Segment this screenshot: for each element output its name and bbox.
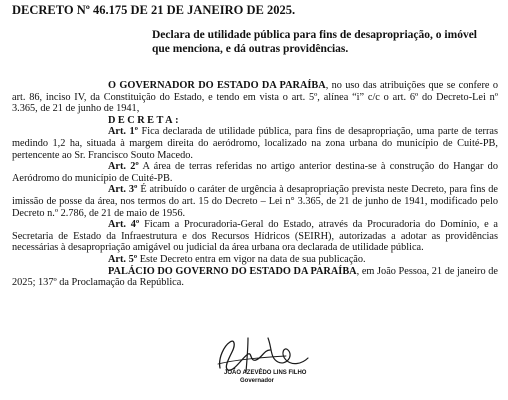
article-1: [12, 126, 498, 161]
article-3: [12, 184, 498, 219]
decreta-heading: DECRETA:: [108, 114, 182, 126]
signatory-role: Governador: [240, 378, 275, 384]
article-3-text: É atribuído o caráter de urgência à desapropriação prevista neste Decreto, para fins de imissão de posse da área, nos termos do art. 15 do Decreto – Lei n° 3.365, de 21 de junho de 1941, modificado pelo Decreto n.º 2.786, de 21 de maio de 1956.: [12, 184, 498, 219]
article-2-label: Art. 2º: [108, 161, 139, 173]
decree-ementa: Declara de utilidade pública para fins de desapropriação, o imóvel que menciona, e dá outras providências.: [152, 29, 477, 55]
article-4: [12, 219, 498, 254]
palace-heading: PALÁCIO DO GOVERNO DO ESTADO DA PARAÍBA: [108, 265, 357, 277]
decree-title: DECRETO Nº 46.175 DE 21 DE JANEIRO DE 2025.: [12, 3, 296, 17]
article-5: [12, 254, 498, 266]
signature-block: [190, 328, 330, 398]
article-4-label: Art. 4º: [108, 219, 140, 231]
closing-paragraph: [12, 266, 498, 289]
article-4-text: Ficam a Procuradoria-Geral do Estado, através da Procuradoria do Domínio, e a Secretaria de Estado da Infraestrutura e dos Recursos Hídricos (SEIRH), autorizadas a adotar as providências necessárias à desapropriação amigável ou judicial da área urbana ora declarada de utilidade pública.: [12, 219, 498, 254]
governor-heading: O GOVERNADOR DO ESTADO DA PARAÍBA: [108, 80, 326, 91]
article-1-text: Fica declarada de utilidade pública, para fins de desapropriação, uma parte de terras medindo 1,2 ha, situada à margem direita do aeródromo, localizado na zona urbana do município de Cuité-PB, pertencente ao Sr. Francisco Souto Macedo.: [12, 126, 498, 161]
article-2-text: A área de terras referidas no artigo anterior destina-se à construção do Hangar do Aeródromo do município de Cuité-PB.: [12, 161, 498, 184]
article-2: [12, 161, 498, 184]
article-1-label: Art. 1º: [108, 126, 139, 138]
article-5-label: Art. 5º: [108, 253, 138, 265]
signatory-name: JOÃO AZEVÊDO LINS FILHO: [224, 370, 307, 376]
preamble-text: , no uso das atribuições que se confere o art. 86, inciso IV, da Constituição do Estado, e tendo em vista o art. 5º, alínea “i” c/c o art. 6º do Decreto-Lei nº 3.365, de 21 de junho de 1941,: [12, 80, 498, 115]
decree-body: [12, 80, 498, 289]
article-5-text: Este Decreto entra em vigor na data de sua publicação.: [137, 253, 366, 265]
closing-text: , em João Pessoa, 21 de janeiro de 2025; 137º da Proclamação da República.: [12, 265, 498, 289]
article-3-label: Art. 3º: [108, 184, 138, 196]
preamble-paragraph: [12, 80, 498, 115]
